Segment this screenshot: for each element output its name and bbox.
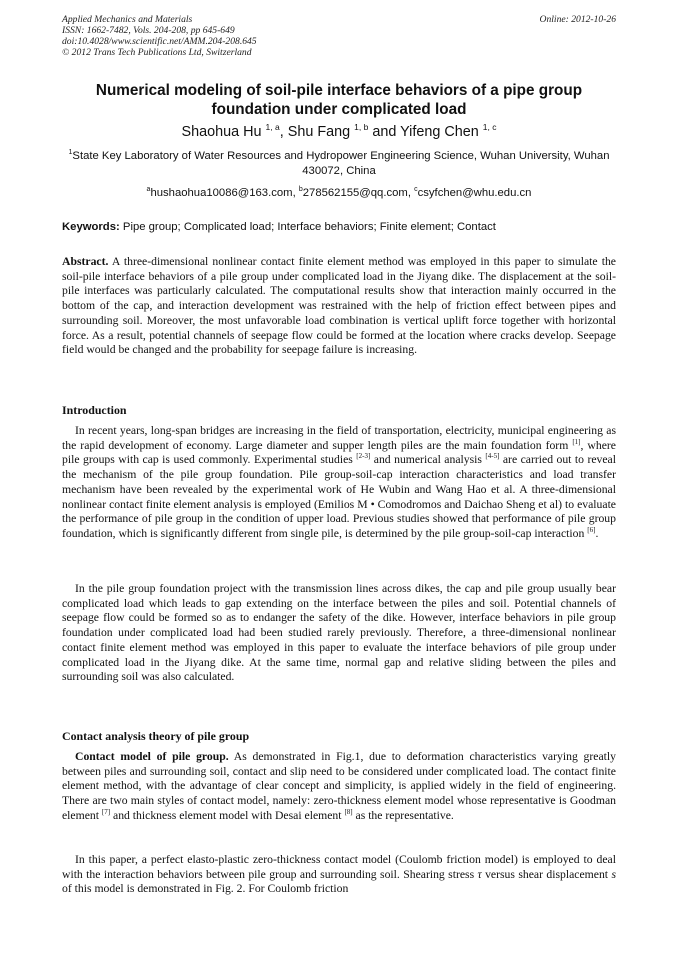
email-separator: ,	[292, 187, 299, 199]
citation-ref[interactable]: [7]	[101, 807, 111, 816]
author-affil-sup: 1, c	[482, 122, 497, 132]
citation-ref[interactable]: [1]	[572, 437, 581, 446]
email-link[interactable]: 278562155@qq.com	[302, 187, 408, 199]
email-sup: b	[298, 186, 303, 193]
keywords-label: Keywords:	[62, 221, 120, 233]
paragraph-text: versus shear displacement	[481, 867, 612, 881]
keywords	[62, 220, 616, 234]
email-link[interactable]: csyfchen@whu.edu.cn	[417, 187, 532, 199]
online-date: Online: 2012-10-26	[539, 14, 616, 25]
doi-line: doi:10.4028/www.scientific.net/AMM.204-208.645	[62, 36, 257, 47]
abstract-text: A three-dimensional nonlinear contact finite element method was employed in this paper to simulate the soil-pile interface behaviors of a pile group under complicated load in the Jiyang dike. The displacement at the soil-pile interfaces was particularly calculated. The computational results show that interaction mainly occurred in the bottom of the cap, and interaction development was restrained with the help of friction effect between pipes and surrounding soil. Moreover, the most unfavorable load combination is vertical uplift force together with horizontal force. As a result, potential channels of seepage flow could be formed at the location where cracks develop. Seepage field would be changed and the probability for seepage failure is increasing.	[62, 255, 616, 357]
section-heading-introduction: Introduction	[62, 403, 127, 417]
author-name: Shaohua Hu	[181, 124, 262, 140]
paragraph-text: In this paper, a perfect elasto-plastic zero-thickness contact model (Coulomb friction model) is employed to deal with the interaction behaviors between pile group and surrounding soil. Shearing stress	[62, 853, 616, 881]
abstract	[62, 255, 616, 358]
paragraph-text: and numerical analysis	[370, 453, 486, 467]
citation-ref[interactable]: [8]	[344, 807, 353, 816]
affiliation	[62, 149, 616, 179]
running-header	[62, 14, 616, 58]
intro-paragraph-2: In the pile group foundation project with the transmission lines across dikes, the cap and pile group usually bear complicated load which leads to gap extending on the interface between the piles and soil. Potential channels of seepage flow could be formed so as to endanger the safety of the dike. However, interface behaviors in pile group foundation under complicated load had been studied rarely previously. Therefore, a three-dimensional nonlinear contact finite element method was employed in this paper to evaluate the interface behaviors of pile group under complicated load in the Jiyang dike. At the same time, normal gap and relative sliding between the piles and surrounding soil was also calculated.	[62, 582, 616, 684]
author-separator: and	[368, 124, 401, 140]
symbol-tau: τ	[477, 867, 482, 881]
author-affil-sup: 1, a	[265, 122, 280, 132]
contact-paragraph-2	[62, 853, 616, 897]
paragraph-text: As demonstrated in Fig.1, due to deformation characteristics varying greatly between piles and surrounding soil, contact and slip need to be considered under complicated load. The contact finite element method, with the advantage of clear concept and simplicity, is applied widely in the field of engineering. There are two main styles of contact model, namely: zero-thickness element model whose representative is Goodman element	[62, 750, 616, 822]
section-heading-contact-analysis: Contact analysis theory of pile group	[62, 729, 250, 743]
author-list	[62, 123, 616, 141]
paragraph-text: as the representative.	[352, 808, 454, 822]
paragraph-text: of this model is demonstrated in Fig. 2. For Coulomb friction	[62, 882, 349, 896]
abstract-label: Abstract.	[62, 255, 109, 268]
author-separator: ,	[279, 124, 288, 140]
citation-ref[interactable]: [4-5]	[485, 452, 500, 461]
affiliation-text: State Key Laboratory of Water Resources and Hydropower Engineering Science, Wuhan University, Wuhan 430072, China	[72, 150, 610, 177]
paragraph-text: , where pile groups with cap is used commonly. Experimental studies	[62, 438, 616, 467]
email-sup: a	[146, 186, 151, 193]
journal-name: Applied Mechanics and Materials	[62, 14, 193, 25]
contact-paragraph-1	[62, 750, 616, 824]
author-affil-sup: 1, b	[354, 122, 369, 132]
intro-paragraph-1	[62, 424, 616, 542]
paragraph-text: are carried out to reveal the mechanism of the pile group foundation. Pile group-soil-cap interaction characteristics and load transfer mechanism have been revealed by the experimental work of He Wubin and Wang Hao et al. A three-dimensional nonlinear contact finite element analysis is employed (Emilios M • Comodromos and Daichao Sheng et al) to evaluate the performance of pile group in the condition of upper load. Previous studies showed that performance of pile group foundation, which is significantly different from single pile, is determined by the pile group-soil-cap interaction	[62, 453, 616, 540]
symbol-s: s	[611, 867, 616, 881]
keywords-text: Pipe group; Complicated load; Interface behaviors; Finite element; Contact	[119, 221, 496, 233]
email-list	[62, 186, 616, 200]
paragraph-text: and thickness element model with Desai element	[110, 808, 345, 822]
affiliation-sup: 1	[68, 149, 73, 156]
citation-ref[interactable]: [2-3]	[356, 452, 371, 461]
citation-ref[interactable]: [6]	[587, 525, 596, 534]
paragraph-text: In recent years, long-span bridges are increasing in the field of transportation, electricity, municipal engineering as the rapid development of economy. Large diameter and supper length piles are the main foundation form	[62, 424, 616, 452]
paper-title: Numerical modeling of soil-pile interface behaviors of a pipe group foundation under complicated load	[95, 82, 583, 118]
subsection-lead: Contact model of pile group.	[75, 750, 229, 763]
author-name: Yifeng Chen	[400, 124, 479, 140]
email-sup: c	[414, 186, 418, 193]
email-separator: ,	[407, 187, 415, 199]
email-link[interactable]: hushaohua10086@163.com	[150, 187, 293, 199]
paragraph-text: .	[595, 526, 599, 540]
author-name: Shu Fang	[287, 124, 351, 140]
issn-line: ISSN: 1662-7482, Vols. 204-208, pp 645-649	[62, 25, 235, 36]
copyright-line: © 2012 Trans Tech Publications Ltd, Switzerland	[62, 47, 252, 58]
